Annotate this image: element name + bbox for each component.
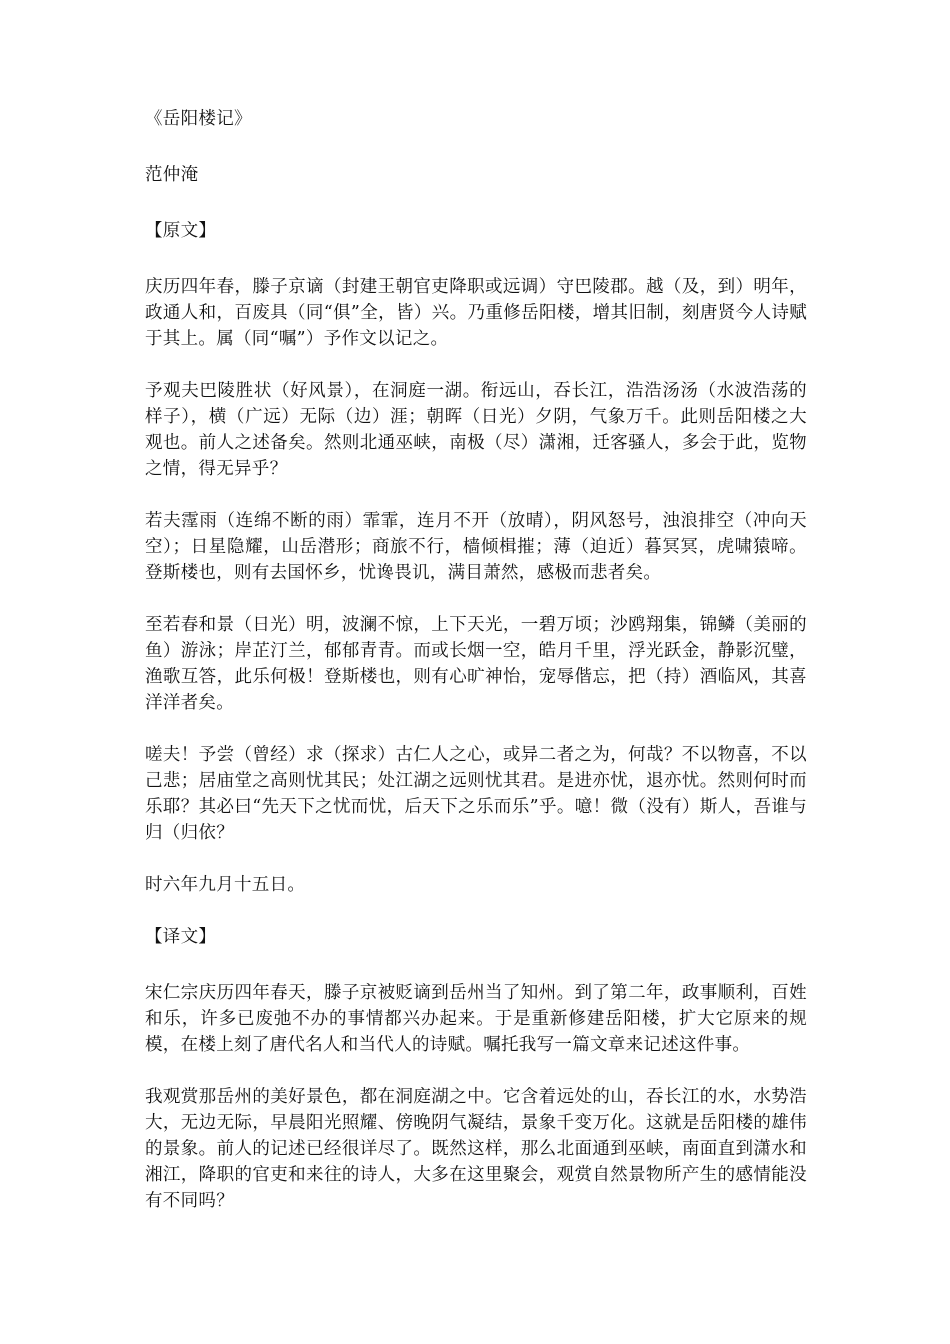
original-paragraph-2: 予观夫巴陵胜状（好风景），在洞庭一湖。衔远山，吞长江，浩浩汤汤（水波浩荡的样子），横（广远）无际（边）涯；朝晖（日光）夕阴，气象万千。此则岳阳楼之大观也。前人之述备矣。然则北通巫峡，南极（尽）潇湘，迁客骚人，多会于此，览物之情，得无异乎？ [145, 381, 807, 479]
original-paragraph-4: 至若春和景（日光）明，波澜不惊，上下天光，一碧万顷；沙鸥翔集，锦鳞（美丽的鱼）游泳；岸芷汀兰，郁郁青青。而或长烟一空，皓月千里，浮光跃金，静影沉璧，渔歌互答，此乐何极！登斯楼也，则有心旷神怡，宠辱偕忘，把（持）酒临风，其喜洋洋者矣。 [145, 615, 807, 713]
translation-section-label: 【译文】 [145, 927, 217, 947]
original-section-label: 【原文】 [145, 221, 217, 241]
original-paragraph-5: 嗟夫！予尝（曾经）求（探求）古仁人之心，或异二者之为，何哉？不以物喜，不以己悲；居庙堂之高则忧其民；处江湖之远则忧其君。是进亦忧，退亦忧。然则何时而乐耶？其必曰“先天下之忧而忧，后天下之乐而乐”乎。噫！微（没有）斯人，吾谁与归（归依？ [145, 745, 807, 843]
document-title: 《岳阳楼记》 [145, 109, 252, 129]
document-page [145, 106, 807, 1240]
document-author: 范仲淹 [145, 165, 199, 185]
original-paragraph-1: 庆历四年春，滕子京谪（封建王朝官吏降职或远调）守巴陵郡。越（及，到）明年，政通人和，百废具（同“俱”全，皆）兴。乃重修岳阳楼，增其旧制，刻唐贤今人诗赋于其上。属（同“嘱”）予作文以记之。 [145, 277, 807, 349]
translation-paragraph-2: 我观赏那岳州的美好景色，都在洞庭湖之中。它含着远处的山，吞长江的水，水势浩大，无边无际，早晨阳光照耀、傍晚阴气凝结，景象千变万化。这就是岳阳楼的雄伟的景象。前人的记述已经很详尽了。既然这样，那么北面通到巫峡，南面直到潇水和湘江，降职的官吏和来往的诗人，大多在这里聚会，观赏自然景物所产生的感情能没有不同吗？ [145, 1087, 807, 1211]
original-paragraph-3: 若夫霪雨（连绵不断的雨）霏霏，连月不开（放晴），阴风怒号，浊浪排空（冲向天空）；日星隐耀，山岳潜形；商旅不行，樯倾楫摧；薄（迫近）暮冥冥，虎啸猿啼。登斯楼也，则有去国怀乡，忧谗畏讥，满目萧然，感极而悲者矣。 [145, 511, 807, 583]
original-date-line: 时六年九月十五日。 [145, 875, 306, 895]
translation-paragraph-1: 宋仁宗庆历四年春天，滕子京被贬谪到岳州当了知州。到了第二年，政事顺利，百姓和乐，许多已废弛不办的事情都兴办起来。于是重新修建岳阳楼，扩大它原来的规模，在楼上刻了唐代名人和当代人的诗赋。嘱托我写一篇文章来记述这件事。 [145, 983, 807, 1055]
